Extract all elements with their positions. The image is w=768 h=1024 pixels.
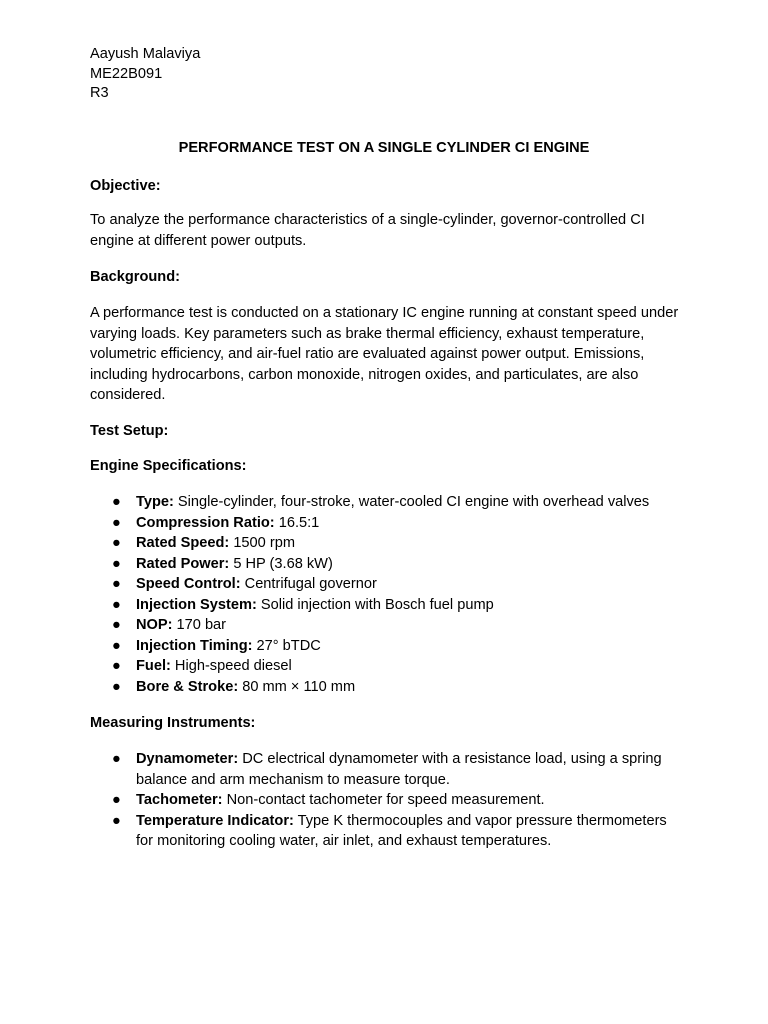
- document-title: PERFORMANCE TEST ON A SINGLE CYLINDER CI ENGINE: [178, 140, 590, 156]
- list-item: [90, 492, 690, 513]
- list-item: [90, 574, 690, 595]
- spec-label: Injection System:: [136, 596, 257, 613]
- spec-label: Compression Ratio:: [136, 514, 275, 531]
- instrument-label: Tachometer:: [136, 792, 223, 808]
- bullet-icon: ●: [112, 514, 121, 531]
- spec-value: 80 mm × 110 mm: [238, 678, 356, 695]
- instruments-heading: Measuring Instruments:: [90, 715, 256, 731]
- instrument-value: DC electrical dynamometer with a resistance load, using a spring balance and arm mechanism to measure torque.: [136, 751, 662, 788]
- objective-text: To analyze the performance characteristics of a single-cylinder, governor-controlled CI engine at different power outputs.: [90, 212, 645, 249]
- spec-value: Centrifugal governor: [240, 576, 377, 592]
- spec-value: Solid injection with Bosch fuel pump: [256, 596, 494, 613]
- bullet-icon: ●: [112, 617, 121, 633]
- list-item: [90, 595, 690, 616]
- instruments-list: [90, 749, 670, 852]
- section-code: R3: [90, 85, 109, 101]
- engine-specs-list: [90, 492, 690, 697]
- test-setup-heading: Test Setup:: [90, 423, 169, 439]
- spec-value: 5 HP (3.68 kW): [229, 555, 333, 572]
- spec-label: Fuel:: [136, 658, 171, 674]
- background-heading: Background:: [90, 269, 180, 285]
- instrument-value: Type K thermocouples and vapor pressure thermometers for monitoring cooling water, air inlet, and exhaust temperatures.: [136, 812, 667, 849]
- list-item: [90, 790, 670, 811]
- bullet-icon: ●: [112, 637, 121, 654]
- bullet-icon: ●: [112, 658, 121, 674]
- author-name: Aayush Malaviya: [90, 46, 201, 62]
- spec-label: NOP:: [136, 617, 173, 633]
- bullet-icon: ●: [112, 596, 121, 613]
- instrument-label: Temperature Indicator:: [136, 812, 294, 829]
- list-item: [90, 636, 690, 657]
- objective-heading: Objective:: [90, 178, 161, 194]
- roll-number: ME22B091: [90, 65, 163, 82]
- author-header: [90, 45, 200, 104]
- spec-label: Speed Control:: [136, 576, 241, 592]
- list-item: [90, 513, 690, 534]
- bullet-icon: ●: [112, 678, 121, 695]
- spec-value: Single-cylinder, four-stroke, water-cooled CI engine with overhead valves: [173, 494, 650, 510]
- bullet-icon: ●: [112, 535, 121, 551]
- bullet-icon: ●: [112, 792, 121, 808]
- engine-specs-heading: Engine Specifications:: [90, 458, 247, 474]
- bullet-icon: ●: [112, 555, 121, 572]
- bullet-icon: ●: [112, 812, 121, 829]
- bullet-icon: ●: [112, 751, 121, 767]
- instrument-label: Dynamometer:: [136, 751, 239, 767]
- spec-value: 170 bar: [172, 617, 227, 633]
- spec-value: 1500 rpm: [229, 535, 295, 551]
- list-item: [90, 656, 690, 677]
- list-item: [90, 615, 690, 636]
- spec-value: 27° bTDC: [252, 637, 321, 654]
- spec-label: Rated Power:: [136, 555, 230, 572]
- spec-label: Bore & Stroke:: [136, 678, 239, 695]
- spec-value: High-speed diesel: [170, 658, 292, 674]
- list-item: [90, 554, 690, 575]
- spec-value: 16.5:1: [274, 514, 320, 531]
- instrument-value: Non-contact tachometer for speed measurement.: [222, 792, 545, 808]
- list-item: [90, 533, 690, 554]
- spec-label: Injection Timing:: [136, 637, 253, 654]
- list-item: [90, 677, 690, 698]
- list-item: [90, 749, 670, 790]
- bullet-icon: ●: [112, 494, 121, 510]
- spec-label: Type:: [136, 494, 174, 510]
- list-item: [90, 811, 670, 852]
- spec-label: Rated Speed:: [136, 535, 230, 551]
- bullet-icon: ●: [112, 576, 121, 592]
- background-text: A performance test is conducted on a stationary IC engine running at constant speed under varying loads. Key parameters such as brake thermal efficiency, exhaust temperature, volumetric efficiency, and air-fuel ratio are evaluated against power output. Emissions, including hydrocarbons, carbon monoxide, nitrogen oxides, and particulates, are also considered.: [90, 305, 679, 403]
